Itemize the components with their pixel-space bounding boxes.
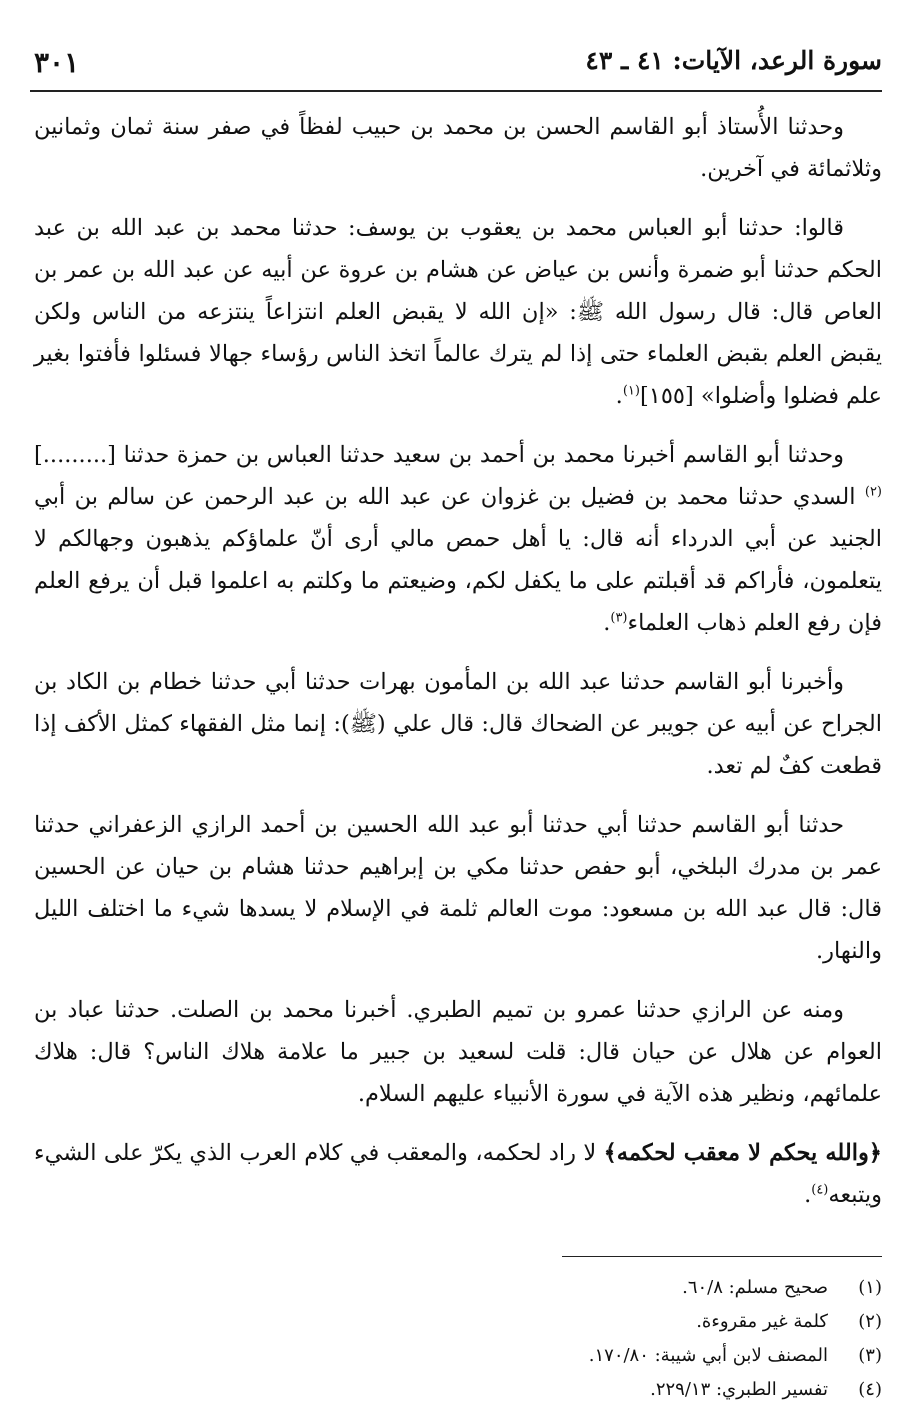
paragraph-text: وحدثنا أبو القاسم أخبرنا محمد بن أحمد بن سعيد حدثنا العباس بن حمزة حدثنا [.........]: [34, 442, 844, 468]
paragraph-2: [34, 207, 882, 417]
footnote-ref: (٢): [864, 484, 882, 500]
footnote-item: [30, 1271, 882, 1305]
footnote-number: (٤): [858, 1379, 882, 1400]
footnote-item: [30, 1339, 882, 1373]
footnote-divider: [562, 1256, 882, 1257]
main-text: [30, 106, 882, 1216]
footnotes: [30, 1271, 882, 1407]
paragraph-3: [34, 434, 882, 644]
paragraph-text: لا راد لحكمه، والمعقب في كلام العرب الذي يكرّ على الشيء ويتبعه: [34, 1140, 882, 1208]
footnote-text: المصنف لابن أبي شيبة: ١٧٠/٨٠.: [588, 1345, 828, 1366]
footnote-item: [30, 1305, 882, 1339]
running-title: سورة الرعد، الآيات: ٤١ ـ ٤٣: [585, 46, 882, 75]
footnote-number: (٣): [858, 1345, 882, 1366]
paragraph-text: وأخبرنا أبو القاسم حدثنا عبد الله بن المأمون بهرات حدثنا أبي حدثنا خطام بن الكاد بن الجراح عن أبيه عن جويبر عن الضحاك قال: قال علي (ﷺ): إنما مثل الفقهاء كمثل الأكف إذا قطعت كفٌ لم تعد.: [34, 669, 882, 779]
book-page: [30, 40, 882, 1400]
quran-verse: ﴿والله يحكم لا معقب لحكمه﴾: [603, 1140, 882, 1166]
paragraph-text: وحدثنا الأُستاذ أبو القاسم الحسن بن محمد بن حبيب لفظاً في صفر سنة ثمان وثمانين وثلاثمائة في آخرين.: [34, 114, 882, 182]
paragraph-1: [34, 106, 882, 190]
footnote-ref: (١): [622, 383, 640, 399]
paragraph-6: [34, 989, 882, 1115]
footnote-ref: (٣): [610, 610, 628, 626]
page-number: ٣٠١: [34, 46, 80, 79]
footnote-ref: (٤): [811, 1182, 829, 1198]
paragraph-text-cont: السدي حدثنا محمد بن فضيل بن غزوان عن عبد الله بن عبد الرحمن عن سالم بن أبي الجنيد عن أبي الدرداء أنه قال: يا أهل حمص مالي أرى أنّ علماؤكم يذهبون وجهالكم لا يتعلمون، فأراكم قد أقبلتم على ما يكفل لكم، وضيعتم ما وكلتم به اعلموا قبل أن يرفع العلم فإن رفع العلم ذهاب العلماء: [34, 484, 882, 636]
paragraph-4: [34, 661, 882, 787]
page-header: [30, 40, 882, 92]
paragraph-5: [34, 804, 882, 972]
footnote-item: [30, 1373, 882, 1407]
paragraph-tail: .: [603, 610, 611, 636]
paragraph-text: قالوا: حدثنا أبو العباس محمد بن يعقوب بن يوسف: حدثنا محمد بن عبد الله بن عبد الحكم حدثنا أبو ضمرة وأنس بن عياض عن هشام بن عروة عن أبيه عن عبد الله بن عمر بن العاص قال: قال رسول الله ﷺ: «إن الله لا يقبض العلم انتزاعاً ينتزعه من الناس ولكن يقبض العلم بقبض العلماء حتى إذا لم يترك عالماً اتخذ الناس رؤساء جهالا فسئلوا فأفتوا بغير علم فضلوا وأضلوا» [١٥٥]: [34, 215, 882, 409]
paragraph-text: حدثنا أبو القاسم حدثنا أبي حدثنا أبو عبد الله الحسين بن أحمد الرازي الزعفراني حدثنا عمر بن مدرك البلخي، أبو حفص حدثنا مكي بن إبراهيم حدثنا هشام بن حيان عن الحسين قال: قال عبد الله بن مسعود: موت العالم ثلمة في الإسلام لا يسدها شيء ما اختلف الليل والنهار.: [34, 812, 882, 964]
footnote-number: (٢): [858, 1311, 882, 1332]
footnote-text: تفسير الطبري: ٢٢٩/١٣.: [650, 1379, 828, 1400]
paragraph-tail: .: [615, 383, 623, 409]
footnote-text: صحيح مسلم: ٦٠/٨.: [682, 1277, 828, 1298]
paragraph-quran: [34, 1132, 882, 1216]
paragraph-tail: .: [804, 1182, 812, 1208]
footnote-number: (١): [858, 1277, 882, 1298]
footnote-text: كلمة غير مقروءة.: [696, 1311, 828, 1332]
paragraph-text: ومنه عن الرازي حدثنا عمرو بن تميم الطبري. أخبرنا محمد بن الصلت. حدثنا عباد بن العوام عن هلال عن حيان قال: قلت لسعيد بن جبير ما علامة هلاك الناس؟ قال: هلاك علمائهم، ونظير هذه الآية في سورة الأنبياء عليهم السلام.: [34, 997, 882, 1107]
